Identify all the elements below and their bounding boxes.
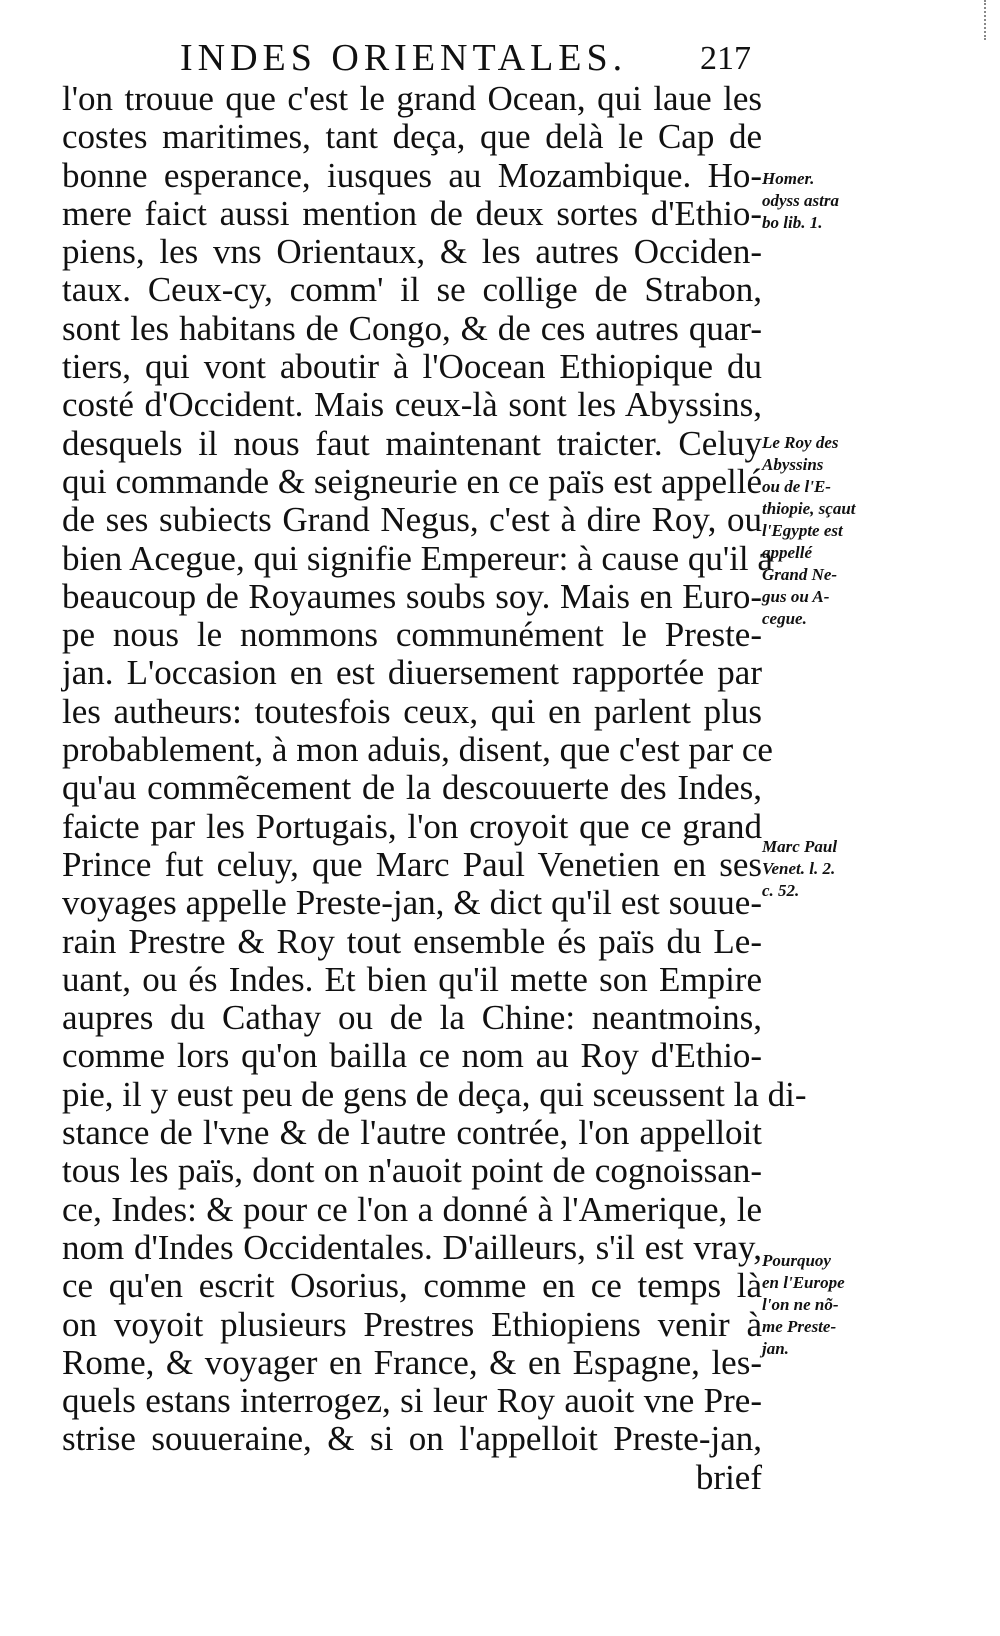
margin-note-line: Le Roy des (762, 433, 839, 452)
catchword: brief (695, 1457, 762, 1497)
margin-note-line: l'Egypte est (762, 521, 843, 540)
text-line: stance de l'vne & de l'autre contrée, l'on appelloit (62, 1113, 762, 1153)
margin-note-line: bo lib. 1. (762, 213, 823, 232)
page-edge-mark (984, 0, 992, 40)
text-line: aupres du Cathay ou de la Chine: neantmoins, (62, 998, 762, 1038)
text-line: mere faict aussi mention de deux sortes d'Ethio- (62, 193, 762, 233)
text-line: Rome, & voyager en France, & en Espagne, les- (62, 1342, 762, 1382)
margin-note (762, 836, 890, 902)
text-line: voyages appelle Preste-jan, & dict qu'il est souue- (62, 883, 762, 923)
text-line: quels estans interrogez, si leur Roy auoit vne Pre- (62, 1381, 762, 1421)
margin-note-line: gus ou A- (762, 587, 830, 606)
margin-note-line: l'on ne nõ- (762, 1295, 839, 1314)
margin-note-line: c. 52. (762, 881, 800, 900)
margin-note-line: Grand Ne- (762, 565, 838, 584)
text-line: comme lors qu'on bailla ce nom au Roy d'Ethio- (62, 1036, 762, 1076)
text-line: ce, Indes: & pour ce l'on a donné à l'Amerique, le (62, 1189, 762, 1229)
margin-note-line: cegue. (762, 609, 807, 628)
text-line: jan. L'occasion en est diuersement rapportée par (62, 653, 762, 693)
text-line: les autheurs: toutesfois ceux, qui en parlent plus (62, 691, 762, 731)
margin-note (762, 1250, 890, 1360)
margin-note-line: appellé (762, 543, 813, 562)
text-line: tous les païs, dont on n'auoit point de cognoissan- (62, 1151, 762, 1191)
margin-note-line: Marc Paul (762, 837, 838, 856)
text-line: beaucoup de Royaumes soubs soy. Mais en Euro- (62, 576, 762, 616)
text-line: ce qu'en escrit Osorius, comme en ce temps là (62, 1266, 762, 1306)
margin-note-line: en l'Europe (762, 1273, 845, 1292)
margin-note-line: Homer. (762, 169, 815, 188)
text-line: bien Acegue, qui signifie Empereur: à cause qu'il a (62, 538, 773, 578)
text-line: desquels il nous faut maintenant traicter. Celuy (62, 423, 762, 463)
text-line: Prince fut celuy, que Marc Paul Venetien en ses (62, 844, 762, 884)
margin-note (762, 432, 890, 630)
text-line: uant, ou és Indes. Et bien qu'il mette son Empire (62, 959, 762, 999)
margin-note-line: odyss astra (762, 191, 839, 210)
text-line: taux. Ceux-cy, comm' il se collige de Strabon, (62, 270, 762, 310)
text-line: rain Prestre & Roy tout ensemble és païs du Le- (62, 921, 762, 961)
margin-note-line: Abyssins (762, 455, 824, 474)
margin-note-line: jan. (762, 1339, 789, 1358)
text-line: faicte par les Portugais, l'on croyoit que ce grand (62, 806, 762, 846)
margin-note-line: Venet. l. 2. (762, 859, 836, 878)
text-line: probablement, à mon aduis, disent, que c'est par ce (62, 730, 773, 770)
margin-note-line: Pourquoy (762, 1251, 831, 1270)
running-head: INDES ORIENTALES. (180, 37, 628, 79)
text-line: strise souueraine, & si on l'appelloit Preste-jan, (62, 1419, 762, 1459)
margin-note-line: me Preste- (762, 1317, 837, 1336)
text-line: qui commande & seigneurie en ce païs est appellé (62, 461, 762, 501)
margin-note-line: thiopie, sçaut (762, 499, 856, 518)
text-line: costé d'Occident. Mais ceux-là sont les Abyssins, (62, 385, 762, 425)
text-line: on voyoit plusieurs Prestres Ethiopiens venir à (62, 1304, 762, 1344)
text-line: piens, les vns Orientaux, & les autres Occiden- (62, 232, 762, 272)
text-line: pie, il y eust peu de gens de deça, qui sceussent la di- (62, 1074, 807, 1114)
text-line: qu'au commẽcement de la descouuerte des Indes, (62, 768, 762, 808)
text-line: de ses subiects Grand Negus, c'est à dire Roy, ou (62, 500, 762, 540)
text-line: l'on trouue que c'est le grand Ocean, qui laue les (62, 79, 762, 118)
text-line: sont les habitans de Congo, & de ces autres quar- (62, 308, 762, 348)
margin-note-line: ou de l'E- (762, 477, 831, 496)
text-line: costes maritimes, tant deça, que delà le Cap de (62, 117, 762, 157)
text-line: pe nous le nommons communément le Preste- (62, 615, 762, 655)
text-line: nom d'Indes Occidentales. D'ailleurs, s'il est vray, (62, 1227, 762, 1267)
margin-note (762, 168, 890, 234)
page-number: 217 (700, 40, 751, 77)
text-line: tiers, qui vont aboutir à l'Oocean Ethiopique du (62, 347, 762, 387)
text-line: bonne esperance, iusques au Mozambique. Ho- (62, 155, 762, 195)
